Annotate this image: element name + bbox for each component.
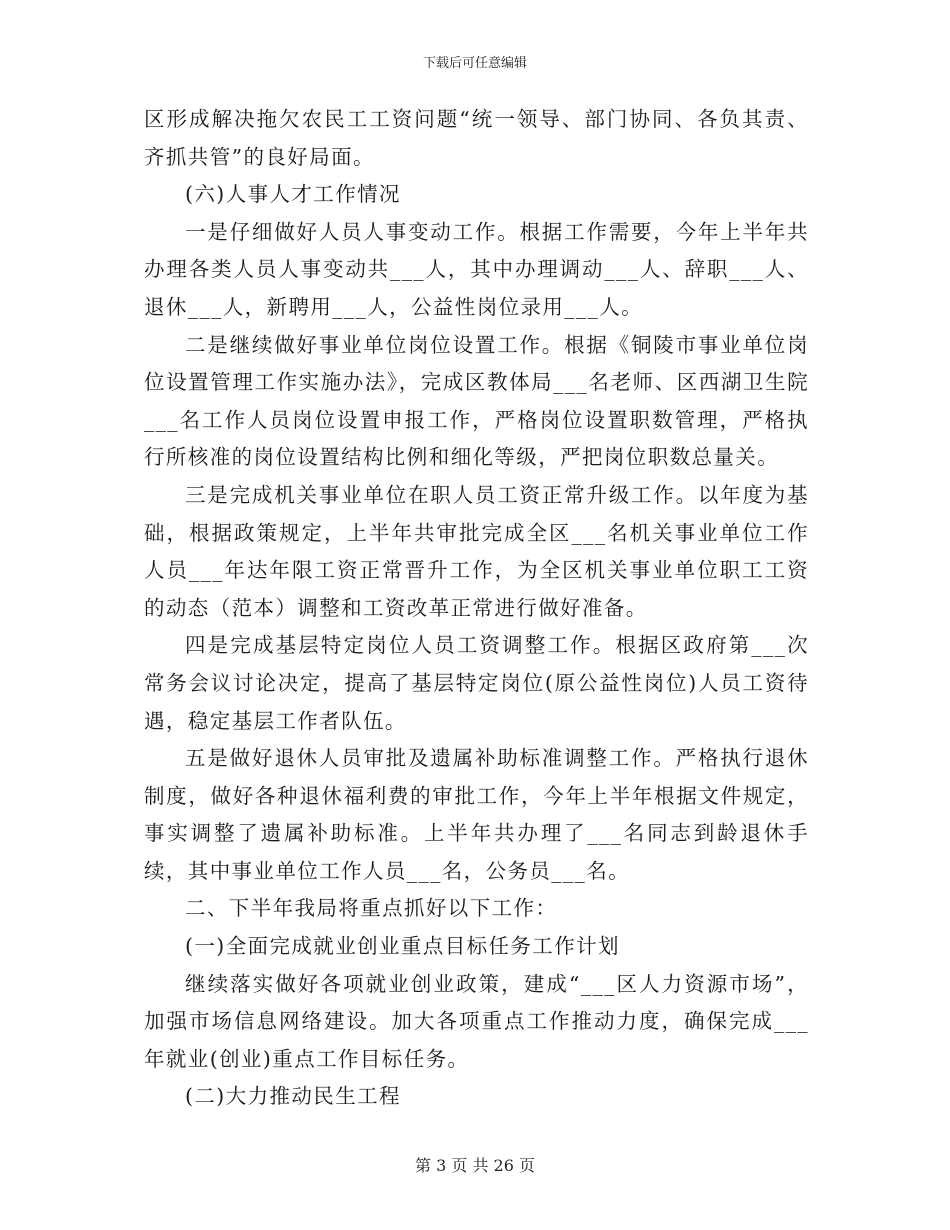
- paragraph-retirement: 五是做好退休人员审批及遗属补助标准调整工作。严格执行退休制度，做好各种退休福利费的审批工作，今年上半年根据文件规定，事实调整了遗属补助标准。上半年共办理了___名同志到龄退休手续，其中事业单位工作人员___名，公务员___名。: [144, 746, 809, 883]
- paragraph-employment-plan: 继续落实做好各项就业创业政策，建成“___区人力资源市场”，加强市场信息网络建设。加大各项重点工作推动力度，确保完成___年就业(创业)重点工作目标任务。: [144, 971, 809, 1071]
- paragraph-salary-upgrade: 三是完成机关事业单位在职人员工资正常升级工作。以年度为基础，根据政策规定，上半年共审批完成全区___名机关事业单位工作人员___年达年限工资正常晋升工作，为全区机关事业单位职工工资的动态（范本）调整和工资改革正常进行做好准备。: [144, 482, 809, 620]
- subsection-heading-employment: (一)全面完成就业创业重点目标任务工作计划: [185, 934, 620, 959]
- paragraph-post-setting: 二是继续做好事业单位岗位设置工作。根据《铜陵市事业单位岗位设置管理工作实施办法》，完成区教体局___名老师、区西湖卫生院___名工作人员岗位设置申报工作，严格岗位设置职数管理，严格执行所核准的岗位设置结构比例和细化等级，严把岗位职数总量关。: [144, 332, 809, 470]
- section-heading-second-half: 二、下半年我局将重点抓好以下工作：: [185, 896, 558, 921]
- paragraph-personnel-changes: 一是仔细做好人员人事变动工作。根据工作需要，今年上半年共办理各类人员人事变动共___人，其中办理调动___人、辞职___人、退休___人，新聘用___人，公益性岗位录用___人。: [144, 219, 809, 319]
- page-number: 第 3 页 共 26 页: [415, 1156, 535, 1175]
- page-header-note: 下载后可任意编辑: [422, 56, 527, 71]
- document-body: [144, 101, 809, 1116]
- paragraph-continuation: 区形成解决拖欠农民工工资问题“统一领导、部门协同、各负其责、齐抓共管”的良好局面。: [144, 107, 809, 169]
- section-heading-personnel: (六)人事人才工作情况: [185, 182, 401, 207]
- subsection-heading-livelihood: (二)大力推动民生工程: [185, 1084, 401, 1109]
- paragraph-grassroots-salary: 四是完成基层特定岗位人员工资调整工作。根据区政府第___次常务会议讨论决定，提高了基层特定岗位(原公益性岗位)人员工资待遇，稳定基层工作者队伍。: [144, 633, 809, 733]
